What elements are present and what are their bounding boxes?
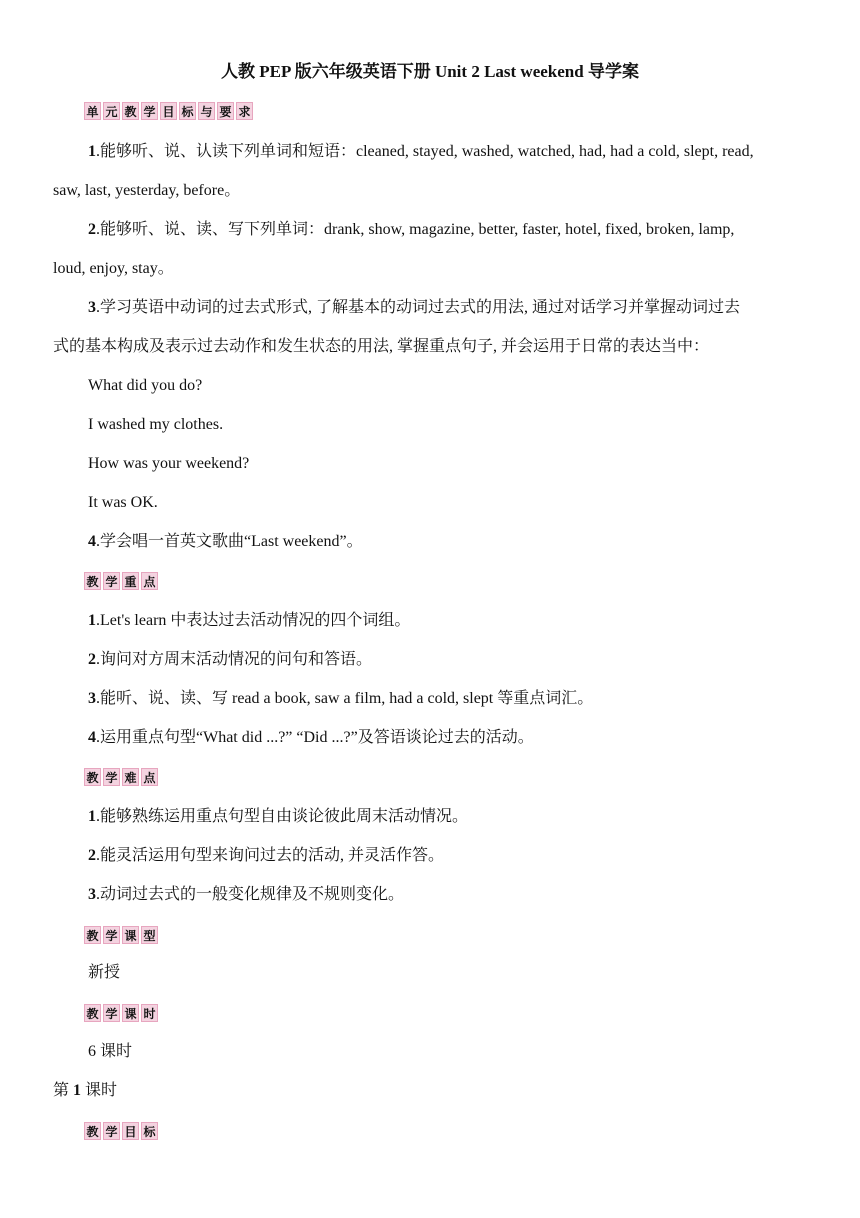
section-tag-char: 教 [84,926,101,944]
document-title: 人教 PEP 版六年级英语下册 Unit 2 Last weekend 导学案 [221,62,639,81]
lesson-1-heading: 第 1 课时 [53,1082,118,1099]
section-tag-char: 目 [160,102,177,120]
section-tag-char: 求 [236,102,253,120]
key-sentence: What did you do? [88,377,203,394]
difficulty-item-1: 1.能够熟练运用重点句型自由谈论彼此周末活动情况。 [88,808,469,825]
section-tag-char: 目 [122,1122,139,1140]
section-tag-char: 学 [103,1122,120,1140]
goal-item-3-line-2: 式的基本构成及表示过去动作和发生状态的用法, 掌握重点句子, 并会运用于日常的表达当中： [53,338,710,355]
goal-item-4: 4.学会唱一首英文歌曲“Last weekend”。 [88,533,363,550]
goal-item-2-line-1: 2.能够听、说、读、写下列单词：drank, show, magazine, better, faster, hotel, fixed, broken, lamp, [88,221,735,238]
section-tag-char: 标 [179,102,196,120]
focus-item-2: 2.询问对方周末活动情况的问句和答语。 [88,651,373,668]
goal-item-3-line-1: 3.学习英语中动词的过去式形式, 了解基本的动词过去式的用法, 通过对话学习并掌握动词过去 [88,299,741,316]
section-tag-char: 学 [103,926,120,944]
focus-item-4: 4.运用重点句型“What did ...?” “Did ...?”及答语谈论过去的活动。 [88,729,534,746]
section-tag-char: 教 [122,102,139,120]
section-tag-char: 教 [84,1122,101,1140]
key-sentence: I washed my clothes. [88,416,224,433]
section-tag-objectives [82,1121,160,1141]
section-tag-char: 难 [122,768,139,786]
section-tag-char: 时 [141,1004,158,1022]
section-tag-char: 点 [141,768,158,786]
section-tag-char: 学 [103,572,120,590]
section-tag-char: 学 [103,768,120,786]
section-tag-char: 要 [217,102,234,120]
section-tag-char: 与 [198,102,215,120]
section-tag-difficulty [82,767,160,787]
goal-item-1-line-1: 1.能够听、说、认读下列单词和短语：cleaned, stayed, washed, watched, had, had a cold, slept, read, [88,143,754,160]
section-tag-char: 元 [103,102,120,120]
section-tag-char: 标 [141,1122,158,1140]
section-tag-char: 点 [141,572,158,590]
section-tag-char: 单 [84,102,101,120]
goal-item-1-line-2: saw, last, yesterday, before。 [53,182,241,199]
section-tag-char: 学 [103,1004,120,1022]
section-tag-char: 课 [122,1004,139,1022]
focus-item-1: 1.Let's learn 中表达过去活动情况的四个词组。 [88,612,411,629]
section-tag-goals [82,101,255,121]
section-tag-char: 教 [84,1004,101,1022]
section-tag-focus [82,571,160,591]
lesson-hours: 6 课时 [88,1043,133,1060]
section-tag-char: 课 [122,926,139,944]
difficulty-item-2: 2.能灵活运用句型来询问过去的活动, 并灵活作答。 [88,847,445,864]
section-tag-char: 重 [122,572,139,590]
section-tag-char: 型 [141,926,158,944]
section-tag-char: 教 [84,572,101,590]
section-tag-char: 教 [84,768,101,786]
key-sentence: How was your weekend? [88,455,250,472]
difficulty-item-3: 3.动词过去式的一般变化规律及不规则变化。 [88,886,405,903]
lesson-type: 新授 [88,964,121,981]
section-tag-char: 学 [141,102,158,120]
section-tag-hours [82,1003,160,1023]
focus-item-3: 3.能听、说、读、写 read a book, saw a film, had a cold, slept 等重点词汇。 [88,690,594,707]
goal-item-2-line-2: loud, enjoy, stay。 [53,260,174,277]
section-tag-type [82,925,160,945]
key-sentence: It was OK. [88,494,158,511]
